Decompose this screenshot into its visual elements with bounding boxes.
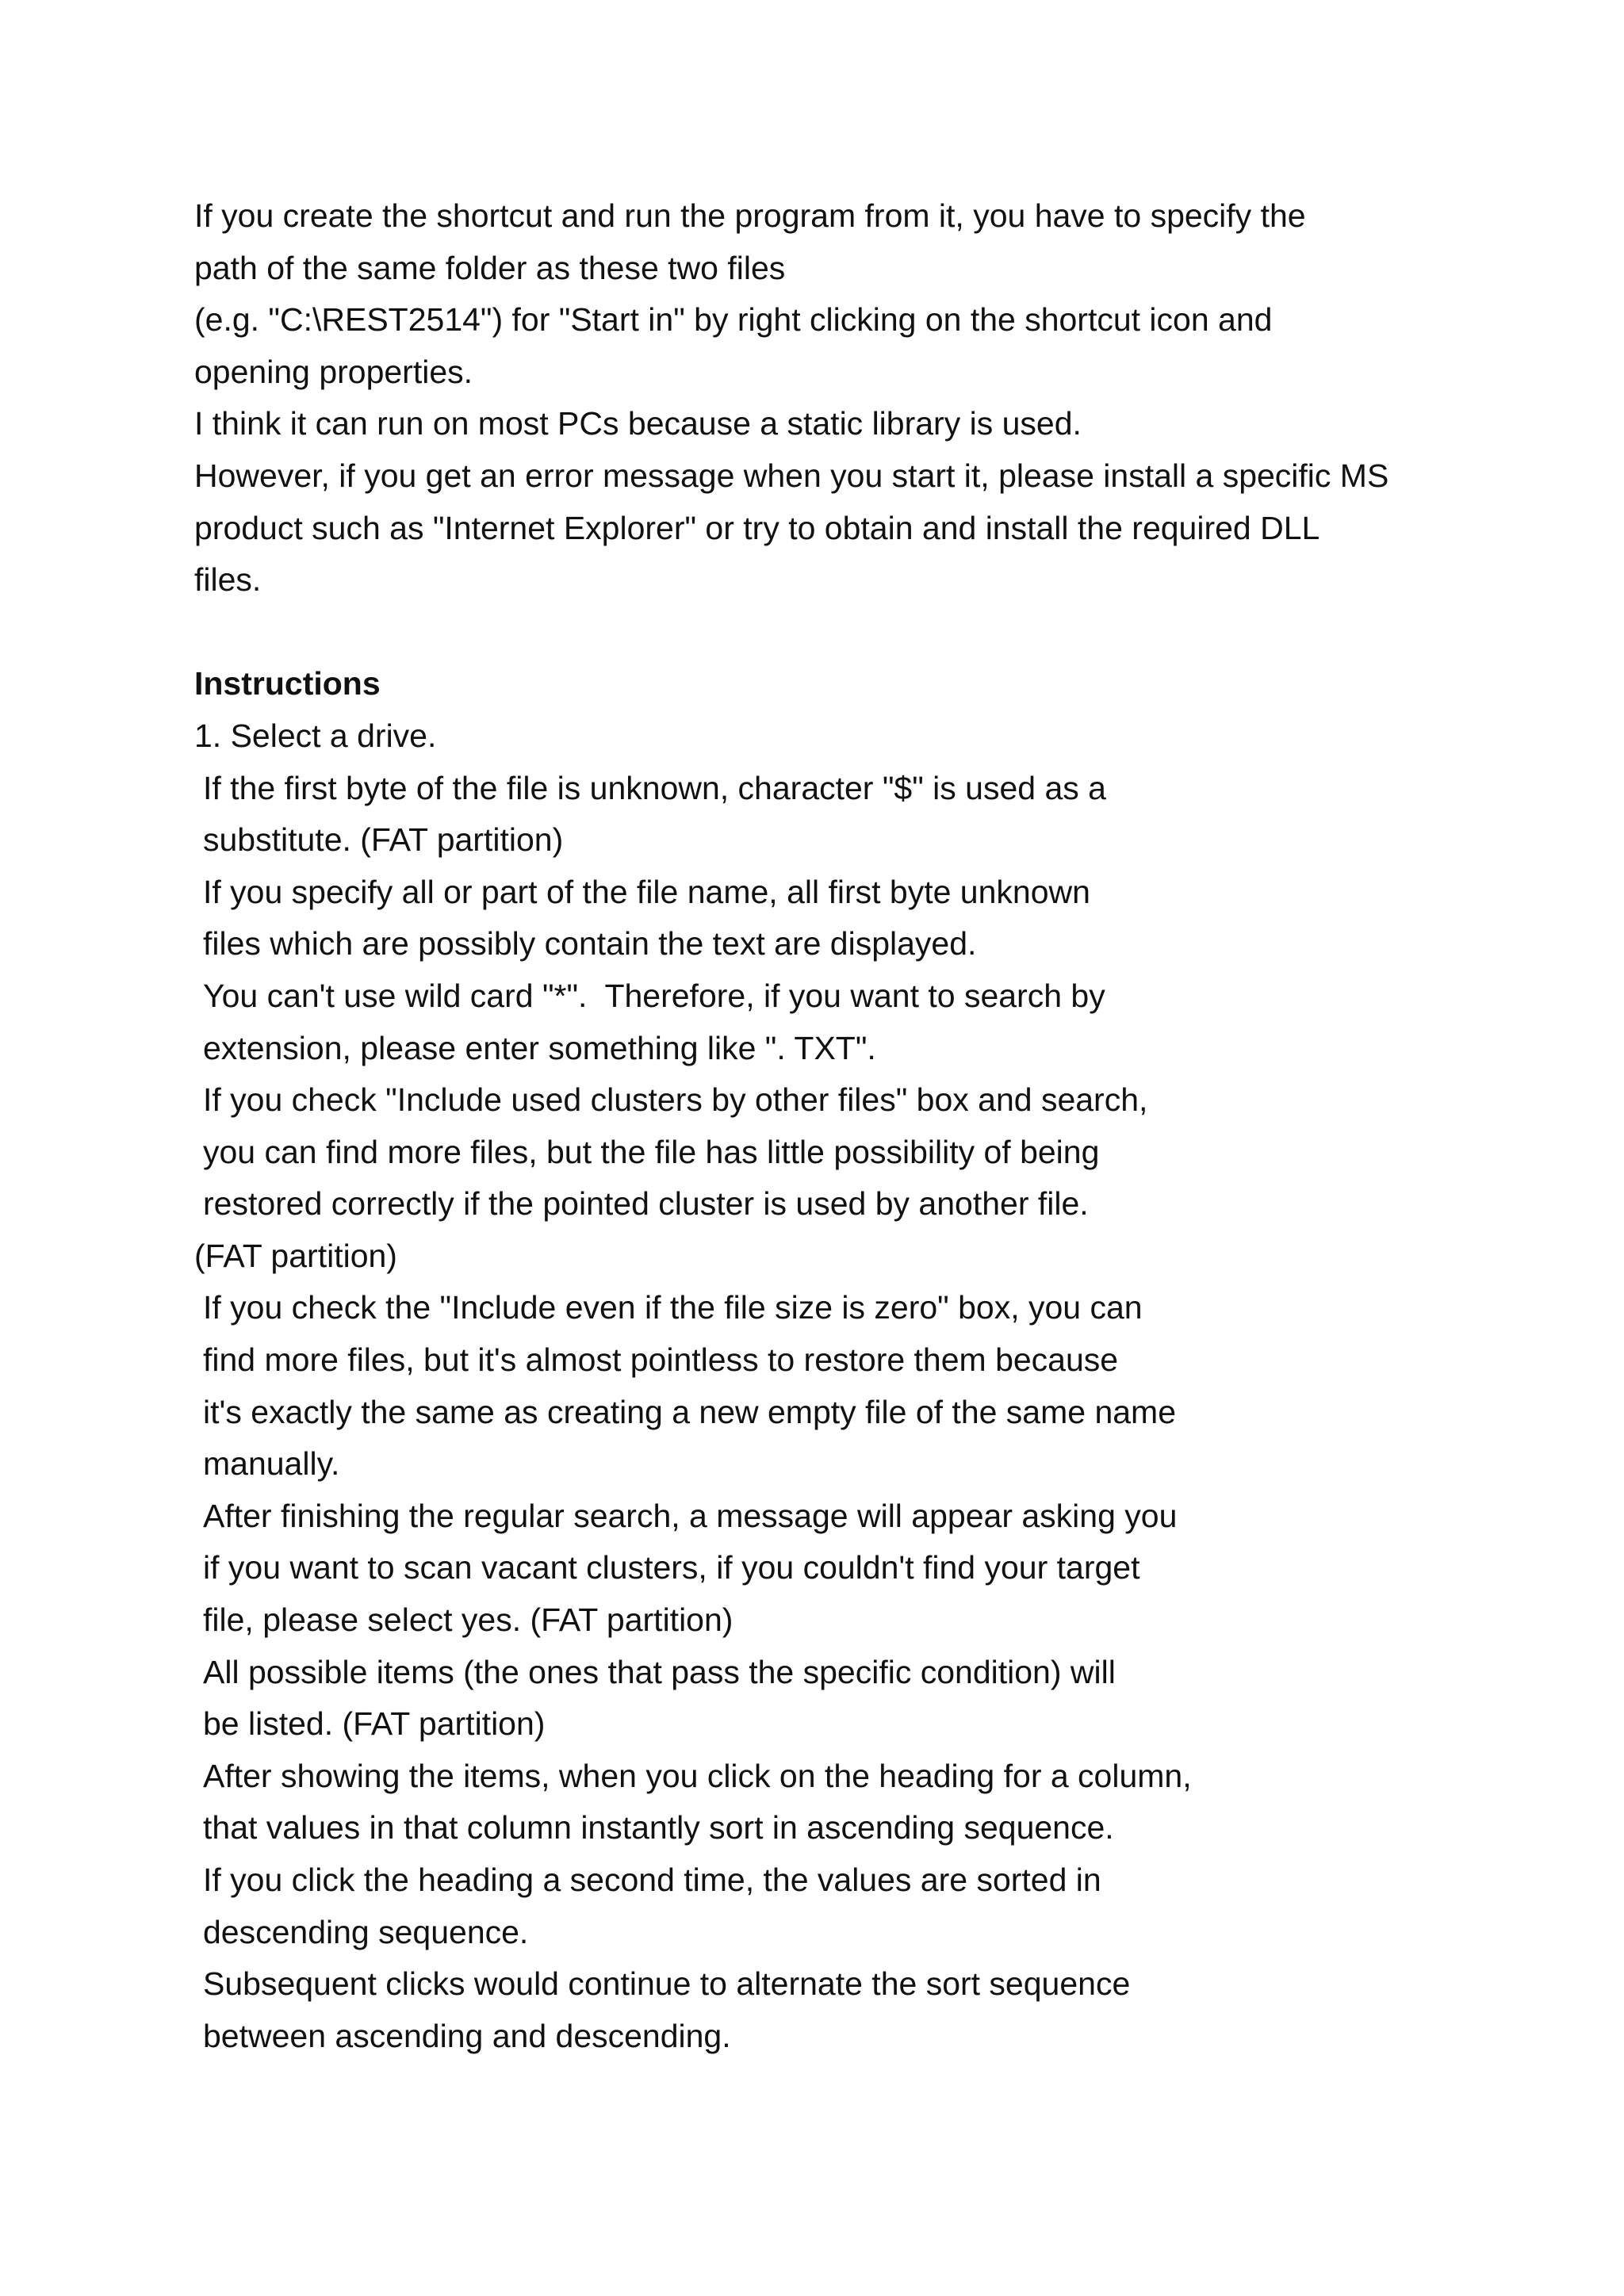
detail-line: After finishing the regular search, a message will appear asking you [203, 1497, 1178, 1534]
detail-line: be listed. (FAT partition) [203, 1705, 546, 1743]
detail-line: If you click the heading a second time, the values are sorted in [203, 1862, 1101, 1898]
detail-line: After showing the items, when you click on the heading for a column, [203, 1757, 1192, 1794]
intro-line: path of the same folder as these two files [194, 249, 786, 286]
detail-line: extension, please enter something like ". TXT". [203, 1029, 876, 1066]
intro-line: opening properties. [194, 353, 473, 390]
detail-line: Subsequent clicks would continue to alternate the sort sequence [203, 1965, 1131, 2003]
paragraph-spacer [194, 607, 1495, 659]
detail-line: find more files, but it's almost pointless to restore them because [203, 1341, 1119, 1379]
detail-line: file, please select yes. (FAT partition) [203, 1601, 733, 1639]
detail-line: files which are possibly contain the text are displayed. [203, 925, 977, 962]
detail-line: If the first byte of the file is unknown, character "$" is used as a [203, 769, 1106, 806]
detail-line: All possible items (the ones that pass the specific condition) will [203, 1653, 1116, 1690]
detail-line: manually. [203, 1445, 340, 1483]
detail-line: you can find more files, but the file has little possibility of being [203, 1133, 1100, 1170]
detail-line: between ascending and descending. [203, 2017, 731, 2054]
intro-line: product such as "Internet Explorer" or try to obtain and install the required DLL [194, 509, 1320, 546]
detail-line: If you check "Include used clusters by other files" box and search, [203, 1081, 1148, 1119]
instructions-heading: Instructions [194, 665, 381, 702]
intro-line: If you create the shortcut and run the program from it, you have to specify the [194, 197, 1306, 234]
detail-line: that values in that column instantly sort in ascending sequence. [203, 1809, 1114, 1846]
detail-line: substitute. (FAT partition) [203, 821, 564, 859]
detail-line: descending sequence. [203, 1913, 529, 1950]
detail-line: it's exactly the same as creating a new empty file of the same name [203, 1393, 1177, 1430]
intro-line: However, if you get an error message when you start it, please install a specific MS [194, 457, 1389, 494]
detail-line: restored correctly if the pointed cluster is used by another file. [203, 1185, 1089, 1223]
detail-line: You can't use wild card "*". Therefore, if you want to search by [203, 977, 1105, 1014]
step-1: 1. Select a drive. [194, 717, 437, 754]
intro-line: files. [194, 561, 262, 599]
detail-line: If you check the "Include even if the file size is zero" box, you can [203, 1289, 1143, 1326]
detail-line: if you want to scan vacant clusters, if you couldn't find your target [203, 1549, 1140, 1586]
intro-line: (e.g. "C:\REST2514") for "Start in" by right clicking on the shortcut icon and [194, 301, 1273, 339]
intro-line: I think it can run on most PCs because a static library is used. [194, 405, 1082, 442]
document-body [194, 190, 1495, 2062]
detail-line: (FAT partition) [194, 1237, 397, 1274]
detail-line: If you specify all or part of the file name, all first byte unknown [203, 873, 1090, 910]
